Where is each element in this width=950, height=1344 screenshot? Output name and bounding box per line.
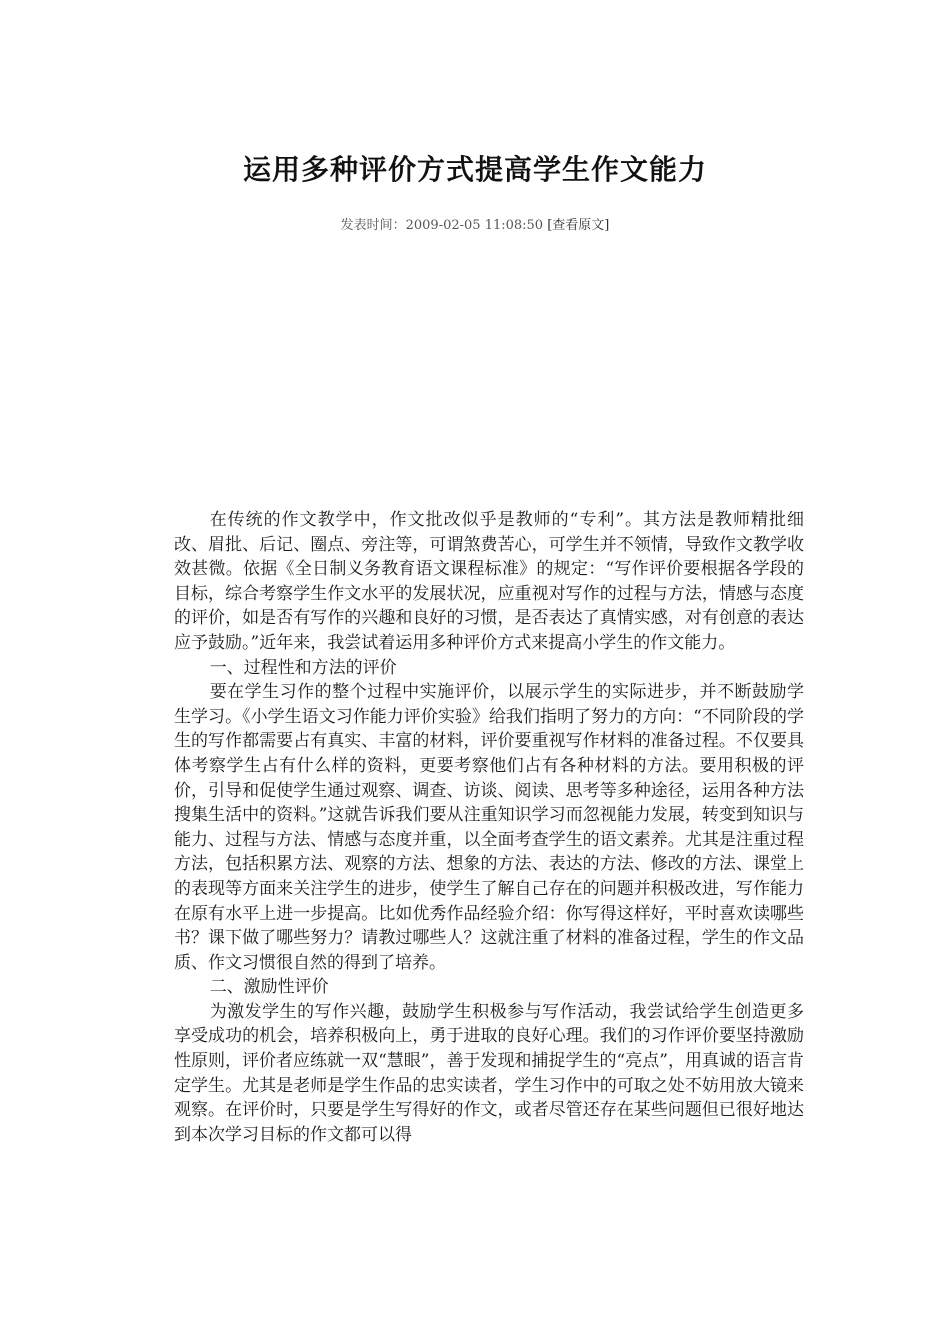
published-time: 2009-02-05 11:08:50 — [405, 218, 544, 233]
article-title: 运用多种评价方式提高学生作文能力 — [242, 153, 707, 186]
paragraph-intro: 在传统的作文教学中，作文批改似乎是教师的“专利”。其方法是教师精批细改、眉批、后记、圈点、旁注等，可谓煞费苦心，可学生并不领情，导致作文教学收效甚微。依据《全日制义务教育语文课程标准》的规定：“写作评价要根据各学段的目标，综合考察学生作文水平的发展状况，应重视对写作的过程与方法，情感与态度的评价，如是否有写作的兴趣和良好的习惯，是否表达了真情实感，对有创意的表达应予鼓励。”近年来，我尝试着运用多种评价方式来提高小学生的作文能力。 — [174, 510, 804, 653]
paragraph-section-1: 要在学生习作的整个过程中实施评价，以展示学生的实际进步，并不断鼓励学生学习。《小学生语文习作能力评价实验》给我们指明了努力的方向：“不同阶段的学生的写作都需要占有真实、丰富的材料，评价要重视写作材料的准备过程。不仅要具体考察学生占有什么样的资料，更要考察他们占有各种材料的方法。要用积极的评价，引导和促使学生通过观察、调查、访谈、阅读、思考等多种途径，运用各种方法搜集生活中的资料。”这就告诉我们要从注重知识学习而忽视能力发展，转变到知识与能力、过程与方法、情感与态度并重，以全面考查学生的语文素养。尤其是注重过程方法，包括积累方法、观察的方法、想象的方法、表达的方法、修改的方法、课堂上的表现等方面来关注学生的进步，使学生了解自己存在的问题并积极改进，写作能力在原有水平上进一步提高。比如优秀作品经验介绍：你写得这样好，平时喜欢读哪些书？课下做了哪些努力？请教过哪些人？这就注重了材料的准备过程，学生的作文品质、作文习惯很自然的得到了培养。 — [174, 682, 804, 973]
paragraph-section-2: 为激发学生的写作兴趣，鼓励学生积极参与写作活动，我尝试给学生创造更多享受成功的机会，培养积极向上，勇于进取的良好心理。我们的习作评价要坚持激励性原则，评价者应练就一双“慧眼”，善于发现和捕捉学生的“亮点”，用真诚的语言肯定学生。尤其是老师是学生作品的忠实读者，学生习作中的可取之处不妨用放大镜来观察。在评价时，只要是学生写得好的作文，或者尽管还存在某些问题但已很好地达到本次学习目标的作文都可以得 — [174, 1001, 804, 1145]
section-heading-2: 二、激励性评价 — [209, 977, 329, 998]
publish-meta — [0, 214, 950, 233]
section-heading-1: 一、过程性和方法的评价 — [209, 657, 397, 678]
view-original-link[interactable]: [查看原文] — [547, 218, 610, 233]
article-body — [174, 508, 804, 1147]
published-label: 发表时间： — [340, 218, 406, 233]
